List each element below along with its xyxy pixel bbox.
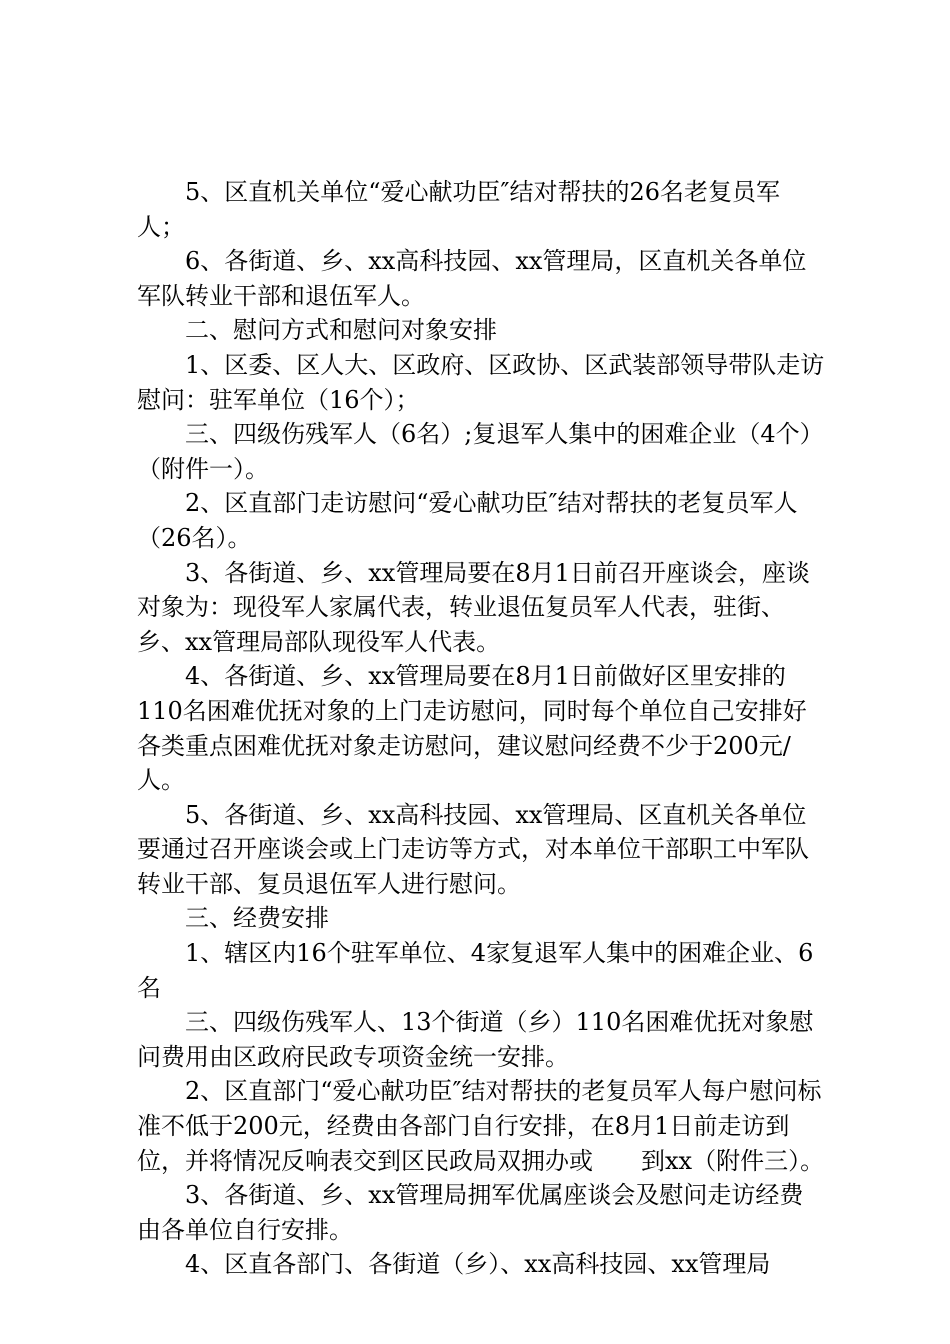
section-heading-2: 二、慰问方式和慰问对象安排 — [185, 316, 497, 345]
paragraph-10: 三、四级伤残军人、13个街道（乡）110名困难优抚对象慰问费用由区政府民政专项资金统一安排。 — [137, 1008, 814, 1071]
section-heading-3: 三、经费安排 — [185, 904, 329, 933]
paragraph-8: 5、各街道、乡、xx高科技园、xx管理局、区直机关各单位要通过召开座谈会或上门走访等方式，对本单位干部职工中军队转业干部、复员退伍军人进行慰问。 — [137, 800, 809, 898]
paragraph-13: 4、区直各部门、各街道（乡）、xx高科技园、xx管理局 — [185, 1250, 771, 1279]
paragraph-9: 1、辖区内16个驻军单位、4家复退军人集中的困难企业、6名 — [137, 939, 814, 1002]
document-body — [137, 175, 827, 1282]
paragraph-7: 4、各街道、乡、xx管理局要在8月1日前做好区里安排的110名困难优抚对象的上门走访慰问，同时每个单位自己安排好各类重点困难优抚对象走访慰问，建议慰问经费不少于200元/人。 — [137, 662, 807, 795]
paragraph-3: 1、区委、区人大、区政府、区政协、区武装部领导带队走访慰问：驻军单位（16个）； — [137, 350, 825, 414]
paragraph-12: 3、各街道、乡、xx管理局拥军优属座谈会及慰问走访经费由各单位自行安排。 — [137, 1181, 804, 1244]
paragraph-5: 2、区直部门走访慰问“爱心献功臣″结对帮扶的老复员军人（26名）。 — [137, 489, 798, 552]
paragraph-4: 三、四级伤残军人（6名）;复退军人集中的困难企业（4个）（附件一）。 — [137, 420, 824, 483]
paragraph-11: 2、区直部门“爱心献功臣″结对帮扶的老复员军人每户慰问标准不低于200元，经费由各部门自行安排，在8月1日前走访到位，并将情况反响表交到区民政局双拥办或 到xx（附件三）。 — [137, 1077, 825, 1175]
paragraph-2: 6、各街道、乡、xx高科技园、xx管理局，区直机关各单位军队转业干部和退伍军人。 — [137, 247, 807, 310]
paragraph-6: 3、各街道、乡、xx管理局要在8月1日前召开座谈会，座谈对象为：现役军人家属代表，转业退伍复员军人代表，驻街、乡、xx管理局部队现役军人代表。 — [137, 558, 810, 656]
paragraph-1: 5、区直机关单位“爱心献功臣″结对帮扶的26名老复员军人； — [137, 178, 781, 241]
